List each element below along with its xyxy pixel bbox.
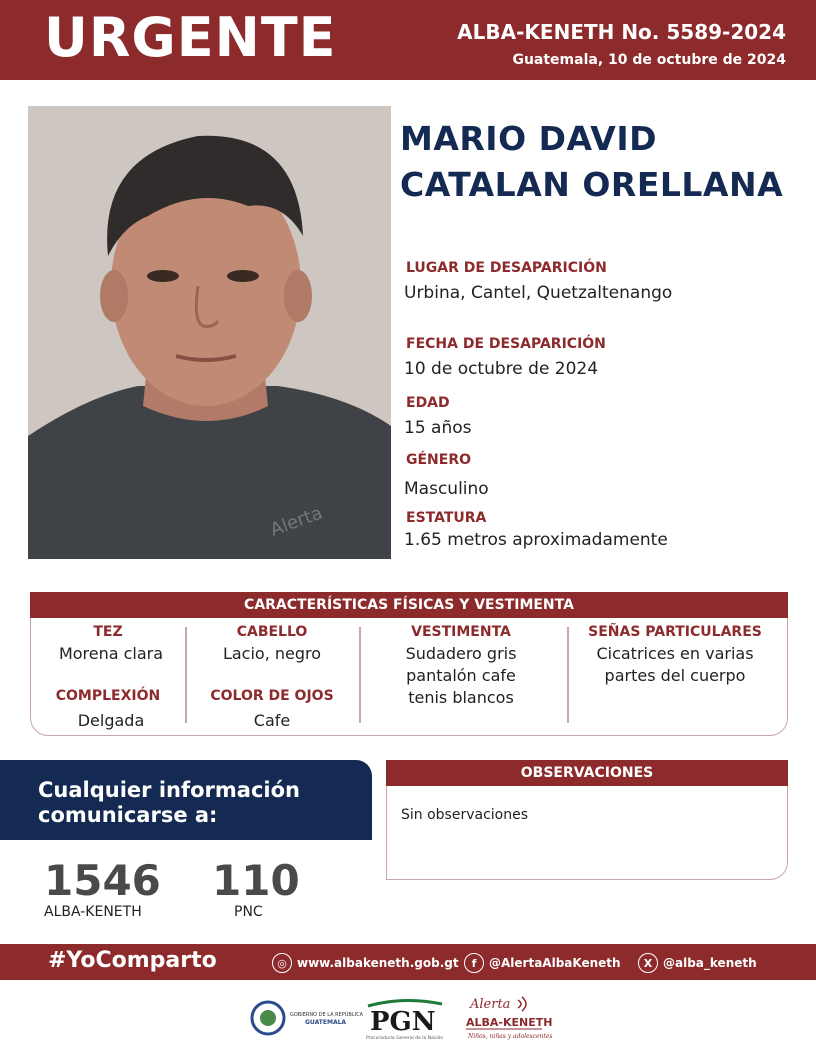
observations-title: OBSERVACIONES bbox=[386, 760, 788, 786]
clothing-line-2: pantalón cafe bbox=[406, 666, 516, 685]
date-value: 10 de octubre de 2024 bbox=[404, 359, 599, 379]
pgn-logo bbox=[364, 994, 448, 1042]
characteristics-panel bbox=[30, 592, 788, 736]
date-label: FECHA DE DESAPARICIÓN bbox=[406, 336, 606, 352]
alerta-alba-keneth-logo bbox=[464, 994, 553, 1042]
eye-color-value: Cafe bbox=[253, 711, 291, 730]
clothing-line-1: Sudadero gris bbox=[405, 644, 517, 663]
footer-bar bbox=[0, 944, 816, 980]
issue-date: Guatemala, 10 de octubre de 2024 bbox=[512, 52, 786, 68]
age-value: 15 años bbox=[404, 418, 472, 438]
tez-label: TEZ bbox=[93, 624, 123, 640]
facebook-text: @AlertaAlbaKeneth bbox=[489, 956, 621, 970]
photo-watermark: Alerta bbox=[267, 502, 326, 541]
alerta-text: Alerta bbox=[470, 997, 511, 1012]
place-value: Urbina, Cantel, Quetzaltenango bbox=[404, 283, 673, 303]
globe-icon: ◎ bbox=[272, 953, 292, 973]
pgn-sub-text: Procuraduría General de la Nación bbox=[366, 1036, 444, 1041]
gov-text-1: GOBIERNO DE LA REPÚBLICA bbox=[290, 1012, 364, 1018]
clothing-line-3: tenis blancos bbox=[408, 688, 514, 707]
header-banner bbox=[0, 0, 816, 80]
name-line-1: MARIO DAVID bbox=[400, 119, 658, 158]
contact-text bbox=[38, 778, 300, 828]
x-link[interactable] bbox=[638, 952, 757, 974]
age-label: EDAD bbox=[406, 395, 450, 411]
observations-value: Sin observaciones bbox=[401, 807, 529, 823]
contact-line-2: comunicarse a: bbox=[38, 803, 218, 827]
hair-label: CABELLO bbox=[236, 624, 308, 640]
gender-value: Masculino bbox=[404, 479, 489, 499]
phone-pnc-label: PNC bbox=[234, 904, 263, 920]
characteristics-title: CARACTERÍSTICAS FÍSICAS Y VESTIMENTA bbox=[30, 592, 788, 618]
website-link[interactable] bbox=[272, 952, 459, 974]
alba-keneth-text: ALBA-KENETH bbox=[466, 1016, 553, 1029]
alba-sub-text: Niños, niñas y adolescentes bbox=[468, 1033, 553, 1040]
missing-person-photo bbox=[28, 106, 391, 559]
hashtag: #YoComparto bbox=[48, 948, 217, 973]
phone-alba-keneth: 1546 bbox=[44, 856, 161, 905]
marks-label: SEÑAS PARTICULARES bbox=[588, 624, 762, 640]
missing-person-name bbox=[400, 116, 800, 208]
marks-line-1: Cicatrices en varias bbox=[596, 644, 754, 663]
name-line-2: CATALAN ORELLANA bbox=[400, 165, 784, 204]
clothing-label: VESTIMENTA bbox=[411, 624, 511, 640]
facebook-icon: f bbox=[464, 953, 484, 973]
x-icon: X bbox=[638, 953, 658, 973]
height-label: ESTATURA bbox=[406, 510, 487, 526]
phone-pnc: 110 bbox=[212, 856, 300, 905]
complexion-value: Delgada bbox=[77, 711, 145, 730]
tez-value: Morena clara bbox=[58, 644, 164, 663]
marks-line-2: partes del cuerpo bbox=[604, 666, 746, 685]
guatemala-government-logo bbox=[250, 994, 364, 1042]
place-label: LUGAR DE DESAPARICIÓN bbox=[406, 260, 607, 276]
hair-value: Lacio, negro bbox=[222, 644, 322, 663]
sponsor-logos bbox=[0, 990, 816, 1046]
urgent-title: URGENTE bbox=[44, 6, 337, 69]
height-value: 1.65 metros aproximadamente bbox=[404, 530, 668, 550]
gender-label: GÉNERO bbox=[406, 452, 472, 468]
gov-text-2: GUATEMALA bbox=[305, 1019, 347, 1026]
complexion-label: COMPLEXIÓN bbox=[55, 688, 161, 704]
website-text: www.albakeneth.gob.gt bbox=[297, 956, 459, 970]
divider bbox=[185, 627, 187, 723]
facebook-link[interactable] bbox=[464, 952, 621, 974]
observations-panel bbox=[386, 760, 788, 880]
case-number: ALBA-KENETH No. 5589-2024 bbox=[457, 20, 786, 44]
contact-banner bbox=[0, 760, 372, 840]
eye-color-label: COLOR DE OJOS bbox=[210, 688, 334, 704]
pgn-text: PGN bbox=[370, 1007, 436, 1037]
x-text: @alba_keneth bbox=[663, 956, 757, 970]
contact-line-1: Cualquier información bbox=[38, 778, 300, 802]
phone-alba-keneth-label: ALBA-KENETH bbox=[44, 904, 142, 920]
